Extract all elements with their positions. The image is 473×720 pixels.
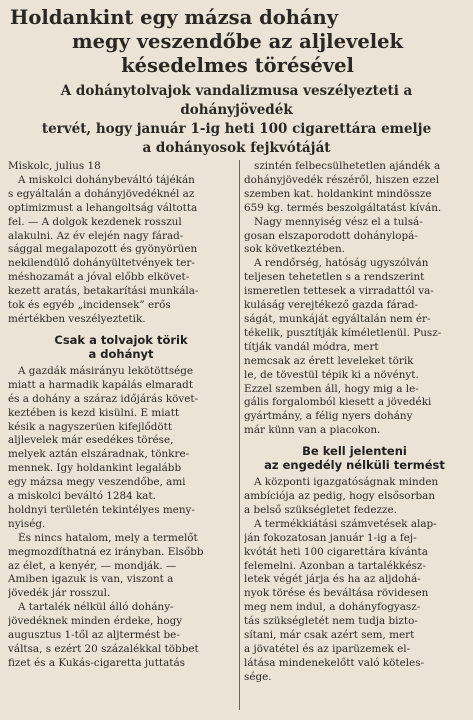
article-body [8, 160, 465, 720]
paragraph [8, 532, 234, 602]
text-line: már künn van a piacokon. [244, 424, 381, 437]
text-line: meg nem indul, a dohányfogyasz- [244, 601, 421, 614]
text-line: az engedély nélküli termést [264, 458, 445, 473]
headline [0, 0, 473, 78]
headline-line: késedelmes törésével [121, 54, 354, 77]
paragraph [244, 216, 465, 258]
paragraph [8, 174, 234, 327]
text-line: augusztus 1-től az aljtermést be- [8, 629, 180, 642]
text-line: A termékkiátási számvetések alap- [254, 517, 437, 530]
text-line: A központi igazgatóságnak minden [254, 476, 439, 489]
text-line: Nagy mennyiség vész el a tulsá- [254, 215, 423, 228]
column-divider [239, 160, 240, 710]
text-line: mértékben veszélyeztetik. [8, 312, 146, 325]
text-line: a belső szükségletet fedezze. [244, 503, 397, 516]
text-line: méshozamát a jóval előbb elkövet- [8, 271, 190, 284]
text-line: tékelik, pusztítják kíméletlenül. Pusz- [244, 326, 442, 339]
text-line: A gazdák másirányu lekötöttsége [18, 364, 194, 377]
text-line: Be kell jelenteni [302, 444, 407, 459]
text-line: tok és egyéb „incidensek” erős [8, 299, 171, 312]
text-line: szemben kat. holdankint mindössze [244, 187, 432, 200]
text-line: jövedéknek minden érdeke, hogy [8, 615, 183, 628]
text-line: optimizmust a lehangoltság váltotta [8, 201, 198, 214]
text-line: gális forgalomból kiesett a jövedéki [244, 396, 432, 409]
text-line: kvótát heti 100 cigarettára kívánta [244, 545, 428, 558]
text-line: a dohányt [88, 346, 154, 361]
text-line: A tartalék nélkül álló dohány- [18, 601, 174, 614]
paragraph [8, 365, 234, 532]
deck-line: A dohánytolvajok vandalizmusa veszélyezteti a dohányjövedék [60, 83, 413, 118]
text-line: A miskolci dohánybeváltó tájékán [18, 173, 195, 186]
text-line: felemelni. Azonban a tartalékkész- [244, 559, 426, 572]
headline-line: Holdankint egy mázsa dohány [10, 6, 339, 29]
text-line: ján fokozatosan január 1-ig a fej- [244, 531, 417, 544]
paragraph [244, 160, 465, 216]
text-line: ambíciója az pedig, hogy elsősorban [244, 490, 436, 503]
text-line: az élet, a kenyér, — mondják. — [8, 559, 177, 572]
paragraph [244, 257, 465, 438]
deck-line: a dohányosok fejkvótáját [142, 140, 331, 156]
text-line: A rendőrség, hatóság ugyszólván [254, 257, 429, 270]
text-line: Ezzel szemben áll, hogy mig a le- [244, 382, 419, 395]
text-line: a jövatétel és az iparüzemek el- [244, 643, 411, 655]
text-line: tás szükségletét nem tudja bizto- [244, 615, 418, 628]
text-line: és a dohány a száraz időjárás követ- [8, 392, 199, 405]
left-column [8, 160, 234, 720]
text-line: holdnyi területén tekintélyes meny- [8, 503, 195, 516]
text-line: sok következtében. [244, 243, 345, 256]
text-line: megmozdíthatná ez irányban. Elsőbb [8, 545, 204, 558]
text-line: alakulni. Az év elején nagy fárad- [8, 229, 184, 242]
text-line: s egyáltalán a dohányjövedéknél az [8, 187, 195, 200]
text-line: gosan elszaporodott dohánylopá- [244, 229, 418, 242]
text-line: egy mázsa megy veszendőbe, ami [8, 476, 186, 489]
subheadline-deck [0, 82, 473, 158]
text-line: sége. [244, 670, 272, 683]
text-line: kuláság verejtékező gazda fárad- [244, 299, 418, 312]
text-line: dohányjövedék részéről, hiszen ezzel [244, 173, 440, 186]
text-line: késik a nagyszerüen kifejlődött [8, 420, 173, 433]
text-line: gyártmány, a félig nyers dohány [244, 410, 413, 423]
text-line: És nincs hatalom, mely a termelőt [18, 531, 198, 544]
paragraph [244, 476, 465, 518]
text-line: melyek aztán elszáradnak, tönkre- [8, 448, 190, 461]
text-line: váltsa, s ezért 20 százalékkal többet [8, 643, 199, 655]
paragraph [8, 601, 234, 671]
text-line: látása mindenekelőtt való köteles- [244, 656, 425, 669]
text-line: fizet és a Kukás-cigaretta juttatás [8, 656, 185, 669]
headline-line: megy veszendőbe az aljlevelek [71, 30, 404, 53]
text-line: szintén felbecsülhetetlen ajándék a [254, 160, 441, 172]
text-line: letek végét járja és ha az aljdohá- [244, 573, 421, 586]
text-line: títják vandál módra, mert [244, 340, 379, 353]
section-subheading [244, 444, 465, 472]
text-line: ságát, munkáját egyáltalán nem ér- [244, 312, 431, 325]
text-line: nyok törése és beváltása rövidesen [244, 587, 429, 600]
text-line: teljesen tehetetlen s a rendszerint [244, 271, 425, 284]
text-line: Csak a tolvajok törik [54, 332, 188, 347]
paragraph [244, 518, 465, 685]
text-line: ismeretlen tettesek a virradattól va- [244, 285, 434, 298]
text-line: fel. — A dolgok kezdenek rosszul [8, 215, 182, 228]
text-line: aljlevelek már esedékes törése, [8, 434, 174, 447]
dateline: Miskolc, julius 18 [8, 160, 101, 172]
text-line: nemcsak az érett leveleket törik [244, 354, 414, 367]
text-line: a miskolci beváltó 1284 kat. [8, 490, 156, 503]
text-line: Amiben igazuk is van, viszont a [8, 573, 174, 586]
text-line: jövedék jár rosszul. [8, 587, 111, 600]
text-line: miatt a harmadik kapálás elmaradt [8, 378, 193, 391]
right-column [244, 160, 465, 720]
section-subheading [8, 333, 234, 361]
text-line: mennek. Igy holdankint legalább [8, 462, 182, 475]
text-line: keztében is kezd kisülni. E miatt [8, 406, 180, 419]
deck-line: tervét, hogy január 1-ig heti 100 cigarettára emelje [41, 121, 432, 137]
text-line: kezett aratás, betakarítási munkála- [8, 285, 199, 298]
text-line: sítani, már csak azért sem, mert [244, 629, 415, 642]
text-line: nekilendülő dohányültetvények ter- [8, 257, 195, 270]
text-line: 659 kg. termés beszolgáltatást kíván. [244, 201, 442, 214]
text-line: nyiség. [8, 517, 46, 530]
text-line: sággal megalapozott és gyönyörüen [8, 243, 198, 256]
text-line: le, de tövestül tépik ki a növényt. [244, 368, 419, 381]
